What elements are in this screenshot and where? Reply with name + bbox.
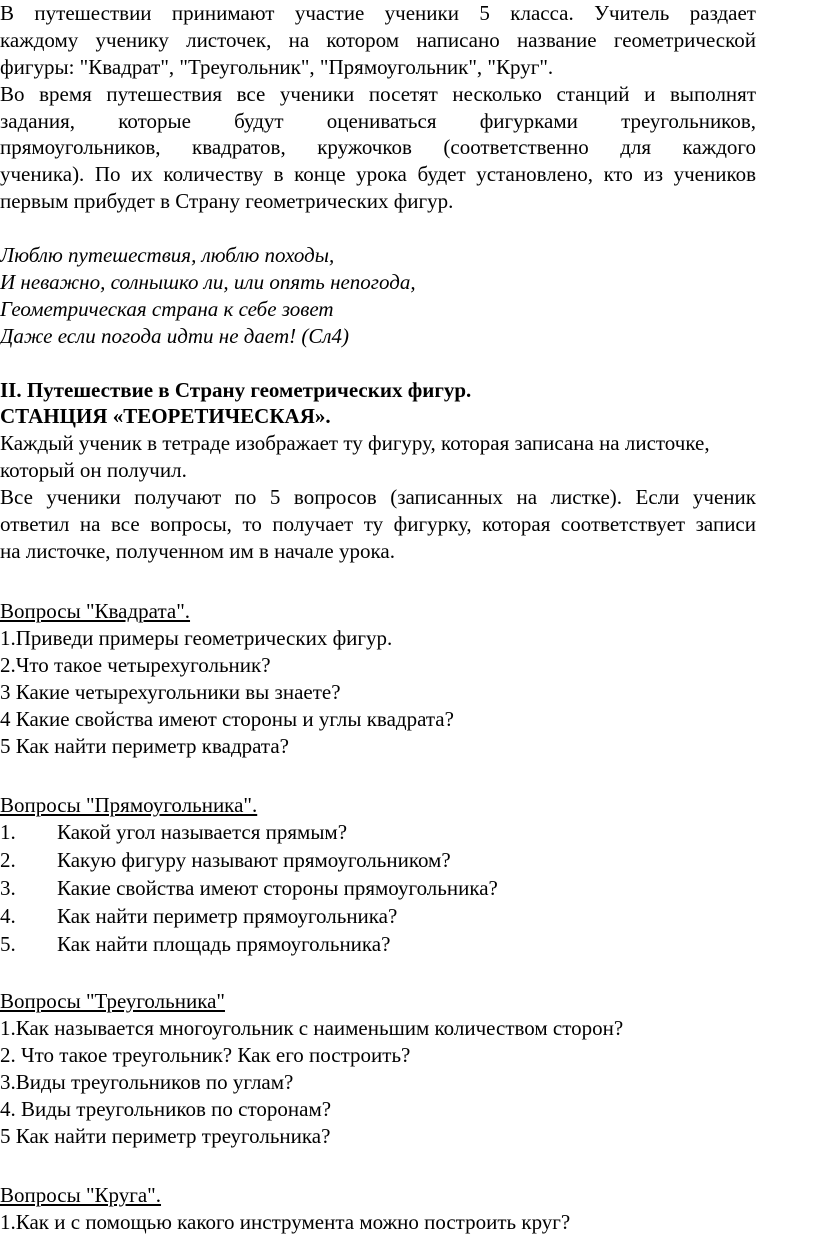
question-text: Какие свойства имеют стороны прямоугольника? [57,876,498,900]
intro-p2-line-5: первым прибудет в Страну геометрических фигур. [0,189,454,213]
triangle-question: 4. Виды треугольников по сторонам? [0,1097,332,1121]
poem-line-4: Даже если погода идти не дает! (Сл4) [0,324,350,348]
square-questions-heading: Вопросы "Квадрата". [0,599,191,623]
station-title: СТАНЦИЯ «ТЕОРЕТИЧЕСКАЯ». [0,404,331,428]
section-p2-line-2: ответил на все вопросы, то получает ту фигурку, которая соответствует записи [0,512,756,536]
intro-p2-line-2: задания, которые будут оцениваться фигурками треугольников, [0,109,756,133]
square-question: 1.Приведи примеры геометрических фигур. [0,626,393,650]
rectangle-questions-heading: Вопросы "Прямоугольника". [0,793,258,817]
circle-questions-heading: Вопросы "Круга". [0,1183,162,1207]
section-p1-line-1: Каждый ученик в тетраде изображает ту фигуру, которая записана на листочке, [0,431,710,455]
square-question: 2.Что такое четырехугольник? [0,653,271,677]
intro-p1-line-3: фигуры: "Квадрат", "Треугольник", "Прямоугольник", "Круг". [0,55,554,79]
intro-p2-line-3: прямоугольников, квадратов, кружочков (соответственно для каждого [0,135,756,159]
section-p1-line-2: который он получил. [0,458,187,482]
intro-p1-line-2: каждому ученику листочек, на котором написано название геометрической [0,28,756,52]
question-number: 4. [0,904,16,928]
intro-p2-line-1: Во время путешествия все ученики посетят несколько станций и выполнят [0,82,756,106]
triangle-questions-heading: Вопросы "Треугольника" [0,989,225,1013]
poem-line-2: И неважно, солнышко ли, или опять непогода, [0,270,416,294]
square-question: 4 Какие свойства имеют стороны и углы квадрата? [0,707,454,731]
section-p2-line-1: Все ученики получают по 5 вопросов (записанных на листке). Если ученик [0,485,756,509]
triangle-question: 5 Как найти периметр треугольника? [0,1124,331,1148]
poem-line-3: Геометрическая страна к себе зовет [0,297,334,321]
intro-p1-line-1: В путешествии принимают участие ученики 5 класса. Учитель раздает [0,1,756,25]
square-question: 3 Какие четырехугольники вы знаете? [0,680,341,704]
intro-p2-line-4: ученика). По их количеству в конце урока будет установлено, кто из учеников [0,162,756,186]
rectangle-question [0,902,397,930]
question-number: 2. [0,848,16,872]
question-text: Как найти площадь прямоугольника? [57,932,391,956]
triangle-question: 2. Что такое треугольник? Как его построить? [0,1043,411,1067]
question-text: Как найти периметр прямоугольника? [57,904,398,928]
circle-question: 1.Как и с помощью какого инструмента можно построить круг? [0,1210,571,1234]
question-number: 3. [0,876,16,900]
question-text: Какую фигуру называют прямоугольником? [57,848,451,872]
question-number: 5. [0,932,16,956]
square-question: 5 Как найти периметр квадрата? [0,734,290,758]
rectangle-question [0,930,390,958]
question-number: 1. [0,820,16,844]
section-p2-line-3: на листочке, полученном им в начале урока. [0,539,395,563]
question-text: Какой угол называется прямым? [57,820,348,844]
rectangle-question [0,874,498,902]
triangle-question: 1.Как называется многоугольник с наименьшим количеством сторон? [0,1016,624,1040]
rectangle-question [0,818,347,846]
section-title: II. Путешествие в Страну геометрических фигур. [0,378,472,402]
rectangle-question [0,846,451,874]
triangle-question: 3.Виды треугольников по углам? [0,1070,294,1094]
poem-line-1: Люблю путешествия, люблю походы, [0,243,335,267]
